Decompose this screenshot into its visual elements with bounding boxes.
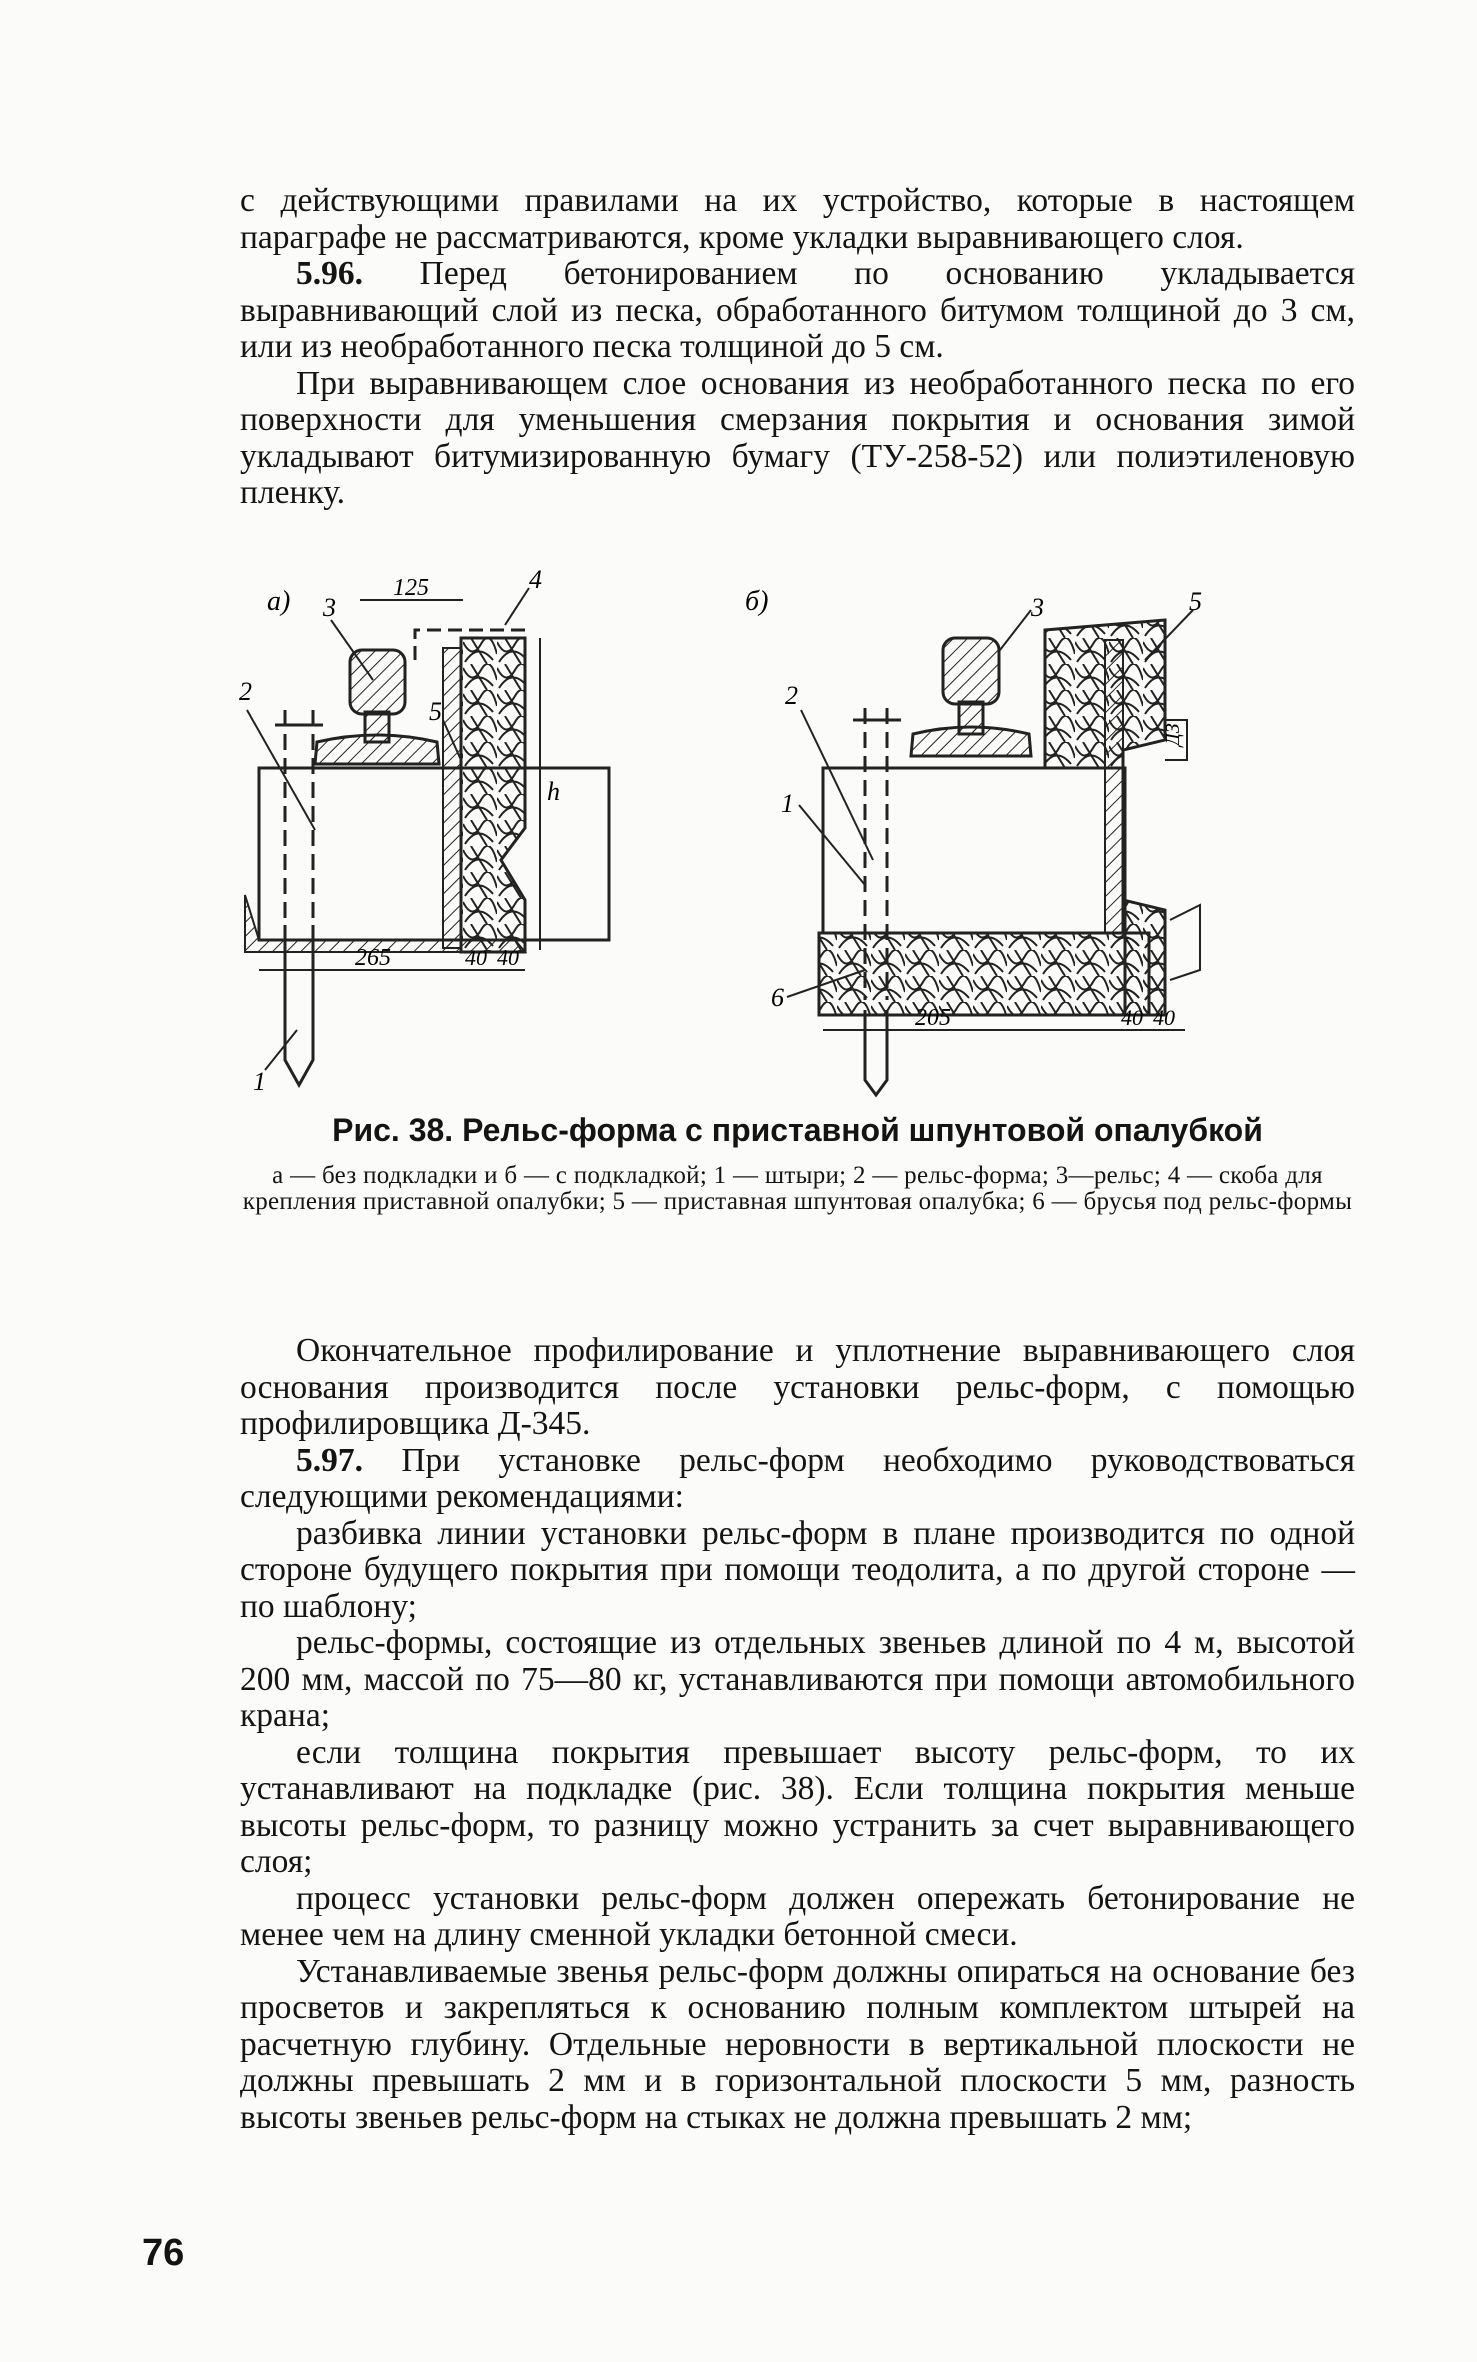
label-b-6: 6	[771, 983, 784, 1012]
label-b-1: 1	[781, 789, 794, 818]
paragraph-5-96	[240, 256, 1355, 366]
panel-a-drawing	[239, 565, 609, 1096]
paragraph-thickness: если толщина покрытия превышает высоту рельс-форм, то их устанавливают на подкладке (рис. 38). Если толщина покрытия меньше высоты рельс-форм, то разницу можно устранить за счет выравнивающего слоя;	[240, 1733, 1355, 1880]
paragraph-sand-layer: При выравнивающем слое основания из необработанного песка по его поверхности для уменьшения смерзания покрытия и основания зимой укладывают битумизированную бумагу (ТУ-258-52) или полиэтиленовую пленку.	[240, 364, 1355, 511]
paragraph-text: Перед бетонированием по основанию укладывается выравнивающий слой из песка, обработанного битумом толщиной до 3 см, или из необработанного песка толщиной до 5 см.	[240, 255, 1355, 365]
rail-a	[315, 650, 439, 764]
formwork-a	[461, 638, 525, 952]
section-number: 5.97.	[296, 1441, 363, 1479]
panel-b-label: б)	[745, 586, 769, 617]
page-number: 76	[142, 2232, 185, 2274]
timber-bars-b	[819, 933, 1149, 1015]
label-a-3: 3	[323, 593, 336, 622]
dim-h: h	[547, 777, 560, 806]
label-a-4: 4	[529, 565, 542, 594]
dim-40-b1: 40	[1121, 1005, 1143, 1030]
paragraph-process: процесс установки рельс-форм должен опережать бетонирование не менее чем на длину сменной укладки бетонной смеси.	[240, 1879, 1355, 1953]
paragraph-profiling: Окончательное профилирование и уплотнение выравнивающего слоя основания производится после установки рельс-форм, с помощью профилировщика Д-345.	[240, 1332, 1355, 1442]
dim-side-b: ДЗ	[1162, 723, 1184, 746]
panel-b-drawing	[745, 586, 1202, 1095]
dim-265: 265	[355, 945, 391, 971]
label-a-1: 1	[253, 1067, 266, 1096]
dim-205: 205	[915, 1005, 951, 1031]
label-a-2: 2	[239, 677, 252, 706]
paragraph-5-97	[240, 1443, 1355, 1516]
figure-38-drawing	[225, 560, 1285, 1105]
figure-caption: Рис. 38. Рельс-форма с приставной шпунтовой опалубкой	[332, 1112, 1263, 1148]
dim-125: 125	[393, 575, 429, 601]
paragraph-links: Устанавливаемые звенья рельс-форм должны опираться на основание без просветов и закрепляться к основанию полным комплектом штырей на расчетную глубину. Отдельные неровности в вертикальной плоскости не должны превышать 2 мм и в горизонтальной плоскости 5 мм, разность высоты звеньев рельс-форм на стыках не должна превышать 2 мм;	[240, 1952, 1355, 2136]
panel-a-label: а)	[267, 586, 291, 617]
paragraph-text: При установке рельс-форм необходимо руководствоваться следующими рекомендациями:	[240, 1441, 1356, 1515]
text-block-bottom	[240, 1333, 1355, 2136]
label-a-5: 5	[429, 697, 442, 726]
section-number: 5.96.	[296, 255, 363, 292]
label-b-3: 3	[1031, 593, 1044, 622]
paragraph-marking: разбивка линии установки рельс-форм в плане производится по одной стороне будущего покрытия при помощи теодолита, а по другой стороне — по шаблону;	[240, 1514, 1355, 1625]
dim-40-a1: 40	[465, 945, 487, 970]
label-b-5: 5	[1189, 587, 1202, 616]
label-b-2: 2	[785, 681, 798, 710]
paragraph-rail-forms: рельс-формы, состоящие из отдельных звеньев длиной по 4 м, высотой 200 мм, массой по 75—80 кг, устанавливаются при помощи автомобильного крана;	[240, 1624, 1355, 1734]
paragraph-continuation: с действующими правилами на их устройство, которые в настоящем параграфе не рассматриваются, кроме укладки выравнивающего слоя.	[240, 182, 1355, 256]
pin-lower-b	[865, 1010, 887, 1095]
dim-40-b2: 40	[1153, 1005, 1175, 1030]
text-block-top	[240, 183, 1355, 512]
rail-b	[911, 638, 1031, 756]
dim-40-a2: 40	[497, 945, 519, 970]
figure-legend: а — без подкладки и б — с подкладкой; 1 — штыри; 2 — рельс-форма; 3—рельс; 4 — скоба для крепления приставной опалубки; 5 — приставная шпунтовая опалубка; 6 — брусья под рельс-формы	[242, 1162, 1353, 1215]
